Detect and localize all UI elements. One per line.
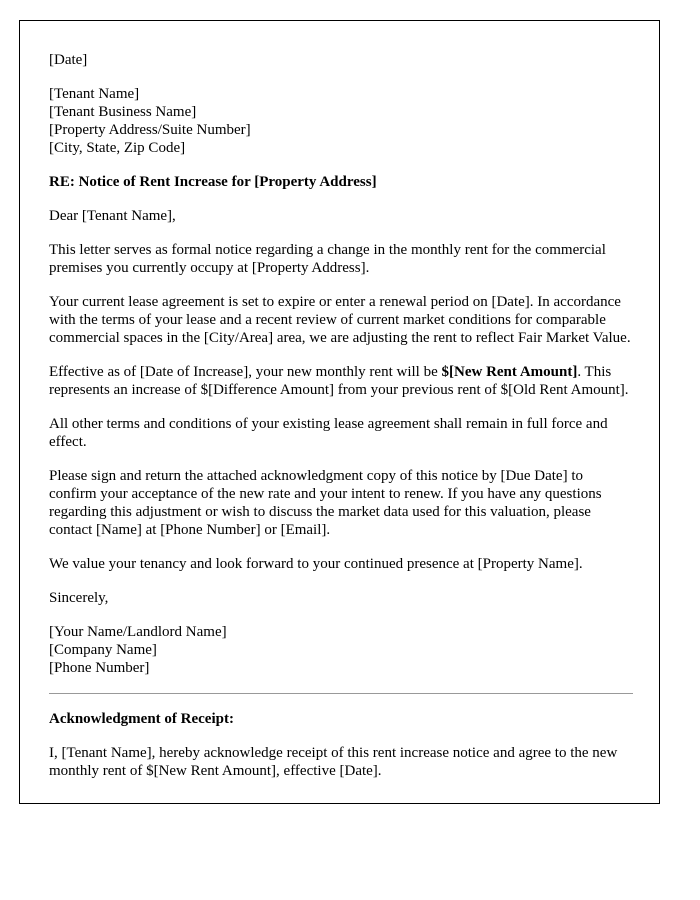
letter-header-date — [49, 51, 634, 69]
recipient-business-name: [Tenant Business Name] — [49, 104, 197, 120]
recipient-block — [49, 85, 634, 157]
letter-page — [19, 20, 660, 804]
signature-phone: [Phone Number] — [49, 660, 150, 676]
recipient-property-address: [Property Address/Suite Number] — [49, 122, 251, 138]
recipient-city-state-zip: [City, State, Zip Code] — [49, 140, 186, 156]
new-rent-intro: Effective as of [Date of Increase], your new monthly rent will be — [49, 364, 442, 380]
paragraph-lease-renewal: Your current lease agreement is set to expire or enter a renewal period on [Date]. In accordance with the terms of your lease and a recent review of current market conditions for comparable commercial spaces in the [City/Area] area, we are adjusting the rent to reflect Fair Market Value. — [49, 294, 631, 346]
salutation: Dear [Tenant Name], — [49, 208, 176, 224]
date-line: [Date] — [49, 52, 88, 68]
signature-block — [49, 623, 634, 677]
letter-body — [49, 51, 634, 796]
acknowledgment-heading-text: Acknowledgment of Receipt: — [49, 711, 234, 727]
closing: Sincerely, — [49, 590, 109, 606]
paragraph-other-terms: All other terms and conditions of your existing lease agreement shall remain in full force and effect. — [49, 416, 608, 450]
paragraph-new-rent — [49, 363, 634, 399]
new-rent-details: . This represents an increase of $[Difference Amount] from your previous rent of $[Old Rent Amount]. — [49, 364, 629, 398]
paragraph-notice: This letter serves as formal notice regarding a change in the monthly rent for the commercial premises you currently occupy at [Property Address]. — [49, 242, 606, 276]
paragraph-instructions: Please sign and return the attached acknowledgment copy of this notice by [Due Date] to confirm your acceptance of the new rate and your intent to renew. If you have any questions regarding this adjustment or wish to discuss the market data used for this valuation, please contact [Name] at [Phone Number] or [Email]. — [49, 468, 602, 538]
subject-line — [49, 173, 634, 191]
new-rent-amount: $[New Rent Amount] — [441, 364, 578, 380]
acknowledgment-heading — [49, 710, 634, 728]
acknowledgment-text: I, [Tenant Name], hereby acknowledge receipt of this rent increase notice and agree to the new monthly rent of $[New Rent Amount], effective [Date]. — [49, 745, 618, 779]
paragraph-appreciation: We value your tenancy and look forward to your continued presence at [Property Name]. — [49, 556, 583, 572]
section-divider — [49, 693, 633, 694]
signature-company: [Company Name] — [49, 642, 157, 658]
signature-name: [Your Name/Landlord Name] — [49, 624, 227, 640]
subject-text: RE: Notice of Rent Increase for [Property Address] — [49, 174, 377, 190]
recipient-tenant-name: [Tenant Name] — [49, 86, 140, 102]
